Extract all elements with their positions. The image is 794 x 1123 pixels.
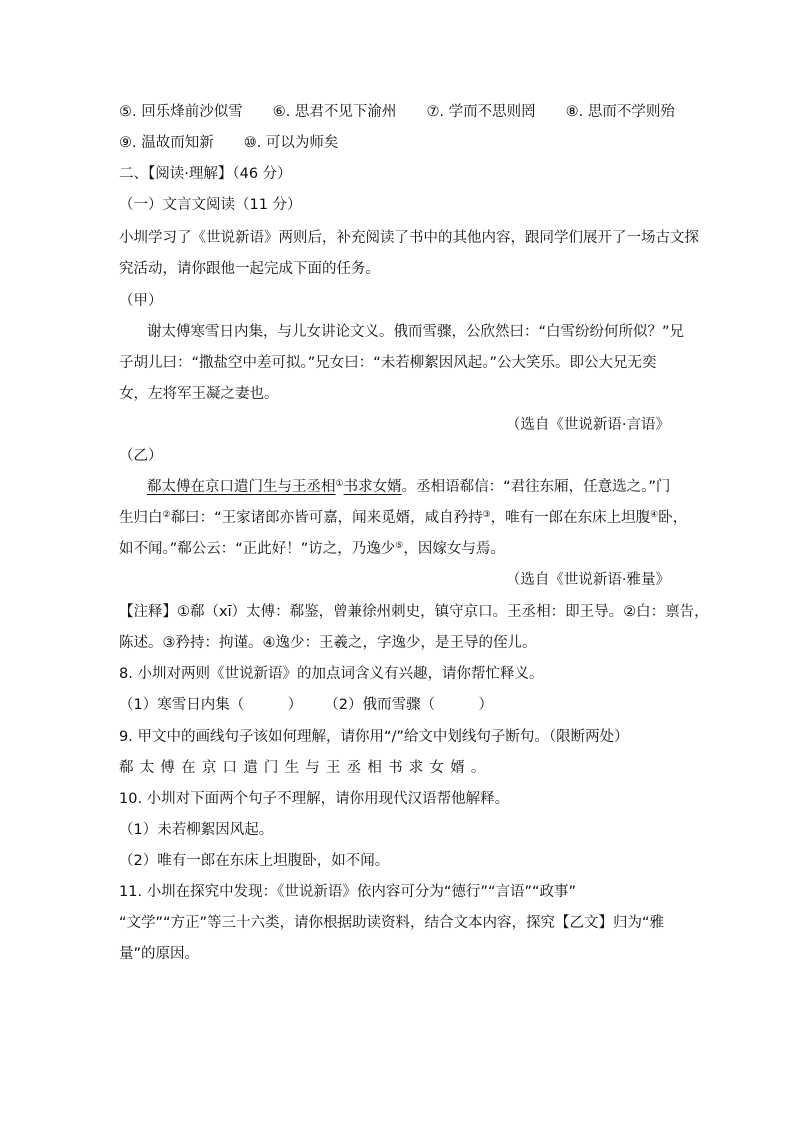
note-marker-5: ⑤ xyxy=(395,541,404,551)
subsection-1-title: （一）文言文阅读（11 分） xyxy=(119,197,302,213)
intro-line-2: 究活动，请你跟他一起完成下面的任务。 xyxy=(119,261,380,277)
passage-b-text: ，因嫁女与焉。 xyxy=(403,541,505,557)
notes-line-2: 陈述。③矜持：拘谨。④逸少：王羲之，字逸少，是王导的侄儿。 xyxy=(119,635,537,651)
section-2-title: 二、【阅读·理解】（46 分） xyxy=(119,166,292,182)
passage-b-label: （乙） xyxy=(119,448,163,464)
question-11-line-2: “文学”“方正”等三十六类，请你根据助读资料，结合文本内容，探究【乙文】归为“雅 xyxy=(119,915,665,931)
question-10-item-2: （2）唯有一郎在东床上坦腹卧，如不闻。 xyxy=(119,853,390,869)
passage-b-text: 生归白 xyxy=(119,510,163,526)
question-8-stem: 8. 小圳对两则《世说新语》的加点词含义有兴趣，请你帮忙释义。 xyxy=(119,666,544,682)
answer-9: ⑨. 温故而知新 xyxy=(119,135,214,151)
question-11-line-1: 11. 小圳在探究中发现：《世说新语》依内容可分为“德行”“言语”“政事” xyxy=(119,884,576,900)
passage-b-line-1-rest: 。丞相语郗信：“君往东厢，任意选之。”门 xyxy=(401,479,671,495)
notes-line-1: 【注释】①郗（xī）太傅：郗鉴，曾兼徐州刺史，镇守京口。王丞相：即王导。②白：禀告， xyxy=(119,604,709,620)
passage-b-line-1 xyxy=(147,477,670,497)
passage-b-text: ，唯有一郎在东床上坦腹 xyxy=(490,510,651,526)
question-11-line-3: 量”的原因。 xyxy=(119,946,200,962)
passage-a-line-1: 谢太傅寒雪日内集，与儿女讲论文义。俄而雪骤，公欣然曰：“白雪纷纷何所似？”兄 xyxy=(147,324,685,340)
answer-7: ⑦. 学而不思则罔 xyxy=(426,104,536,120)
question-8-item-2: （2）俄而雪骤（ ） xyxy=(324,697,493,713)
note-marker-1: ① xyxy=(335,479,344,489)
passage-a-line-3: 女，左将军王凝之妻也。 xyxy=(119,386,279,402)
intro-line-1: 小圳学习了《世说新语》两则后，补充阅读了书中的其他内容，跟同学们展开了一场古文探 xyxy=(119,230,699,246)
underlined-sentence-part-2: 书求女婿 xyxy=(343,479,402,495)
answer-8: ⑧. 思而不学则殆 xyxy=(565,104,675,120)
answers-row-2 xyxy=(119,133,338,153)
answers-row-1 xyxy=(119,102,675,122)
question-8-item-1: （1）寒雪日内集（ ） xyxy=(119,697,303,713)
question-10-item-1: （1）未若柳絮因风起。 xyxy=(119,822,274,838)
answer-6: ⑥. 思君不见下渝州 xyxy=(272,104,397,120)
question-9-stem: 9. 甲文中的画线句子该如何理解，请你用“/”给文中划线句子断句。（限断两处） xyxy=(119,729,629,745)
passage-a-line-2: 子胡儿曰：“撒盐空中差可拟。”兄女曰：“未若柳絮因风起。”公大笑乐。即公大兄无奕 xyxy=(119,355,657,371)
note-marker-2: ② xyxy=(162,510,171,520)
passage-a-label: （甲） xyxy=(119,293,163,309)
answer-10: ⑩. 可以为师矣 xyxy=(243,135,339,151)
passage-b-line-3 xyxy=(119,539,505,559)
question-8-items xyxy=(119,695,493,715)
passage-b-text: 郗曰：“王家诸郎亦皆可嘉，闻来觅婿，咸自矜持 xyxy=(170,510,483,526)
note-marker-4: ④ xyxy=(650,510,659,520)
passage-b-text: 如不闻。”郗公云：“正此好！”访之，乃逸少 xyxy=(119,541,396,557)
question-9-sentence: 郗太傅在京口遣门生与王丞相书求女婿。 xyxy=(119,760,492,776)
answer-5: ⑤. 回乐烽前沙似雪 xyxy=(119,104,243,120)
passage-b-text: 卧， xyxy=(658,510,688,526)
question-10-stem: 10. 小圳对下面两个句子不理解，请你用现代汉语帮他解释。 xyxy=(119,791,510,807)
passage-a-source: （选自《世说新语·言语》 xyxy=(505,417,670,433)
note-marker-3: ③ xyxy=(482,510,491,520)
passage-b-line-2 xyxy=(119,508,687,528)
underlined-sentence-part-1: 郗太傅在京口遣门生与王丞相 xyxy=(147,479,336,495)
passage-b-source: （选自《世说新语·雅量》 xyxy=(505,572,670,588)
